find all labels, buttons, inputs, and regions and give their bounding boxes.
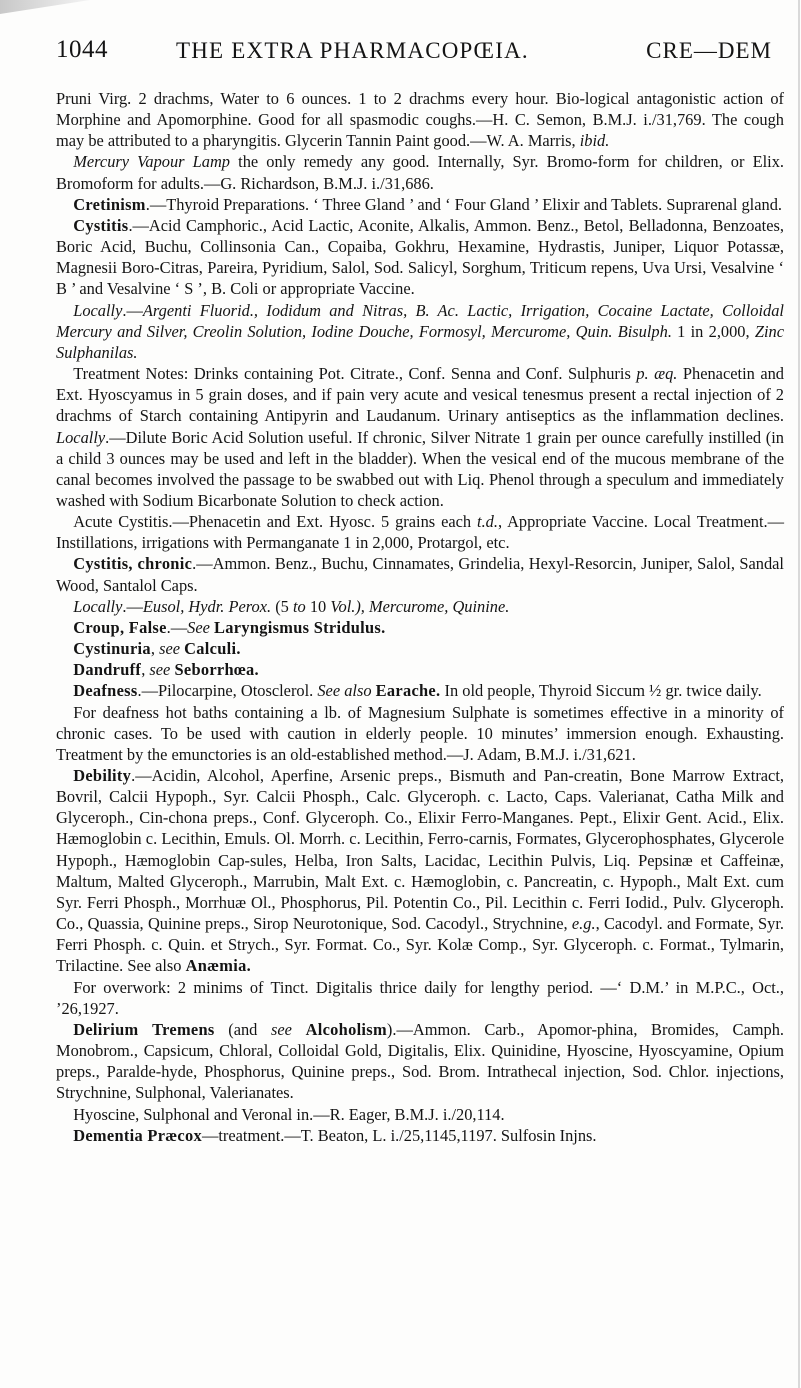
italic-text: e.g.	[571, 914, 596, 934]
body-text: ,	[150, 639, 160, 659]
paragraph-p1	[56, 151, 784, 193]
entry-heading: Deafness	[73, 681, 138, 701]
paragraph-p6	[56, 511, 784, 553]
paragraph-p7	[56, 553, 784, 595]
body-text: .—	[166, 617, 188, 637]
body-text: 1 in 2,000,	[671, 321, 755, 341]
paragraph-p13	[56, 702, 784, 765]
italic-text: p. æq.	[636, 364, 678, 384]
italic-text: ibid.	[579, 131, 610, 151]
paragraph-p4	[56, 300, 784, 363]
body-text: For deafness hot baths containing a lb. of Magnesium Sulphate is sometimes effective in a minority of chronic cases. To be used with caution in elderly people. 10 minutes’ immersion enough. Exhausting. Treatment by the emunctories is an old-established method.—J. Adam, B.M.J. i./31,621.	[56, 702, 784, 764]
entry-heading: Cretinism	[73, 194, 146, 214]
entry-heading: Cystitis	[73, 215, 129, 235]
paragraph-p9	[56, 617, 784, 638]
paragraph-p17	[56, 1104, 784, 1125]
italic-text: Argenti Fluorid., Iodidum and Nitras, B. Ac. Lactic, Irrigation, Cocaine Lactate, Colloidal Mercury and Silver, Creolin Solution, Iodine Douche, Formosyl, Mercurome, Quin. Bisulph.	[56, 300, 784, 341]
running-header	[56, 36, 786, 70]
page-body	[56, 88, 784, 1146]
entry-heading: Croup, False	[73, 617, 167, 637]
paragraph-p0	[56, 88, 784, 151]
body-text: .—Dilute Boric Acid Solution useful. If chronic, Silver Nitrate 1 grain per ounce carefully instilled (in a child 3 ounces may be used and left in the bladder). When the vesical end of the mucous membrane of the canal becomes involved the passage to be swabbed out with Liq. Phenol through a speculum and immediately washed with Sodium Bicarbonate Solution to check action.	[56, 427, 784, 510]
italic-text: Eusol, Hydr. Perox.	[142, 596, 272, 616]
entry-heading: Alcoholism	[305, 1019, 387, 1039]
paragraph-p10	[56, 638, 784, 659]
italic-text: see	[149, 660, 171, 680]
page-corner-shadow	[0, 0, 90, 14]
italic-text: Mercury Vapour Lamp	[73, 152, 231, 172]
paragraph-p11	[56, 659, 784, 680]
body-text: .—	[122, 596, 143, 616]
paragraph-p12	[56, 680, 784, 701]
body-text: .—Acid Camphoric., Acid Lactic, Aconite, Alkalis, Ammon. Benz., Betol, Belladonna, Benzoates, Boric Acid, Buchu, Collinsonia Can., Copaiba, Gokhru, Hexamine, Hydrastis, Juniper, Liquor Potassæ, Magnesii Boro-Citras, Pareira, Pyridium, Salol, Sod. Salicyl, Sorghum, Triticum repens, Uva Ursi, Vesalvine ‘ B ’ and Vesalvine ‘ S ’, B. Coli or appropriate Vaccine.	[56, 215, 784, 299]
entry-heading: Laryngismus Stridulus.	[214, 617, 386, 637]
italic-text: Vol.), Mercurome, Quinine.	[330, 596, 510, 616]
body-text: Pruni Virg. 2 drachms, Water to 6 ounces. 1 to 2 drachms every hour. Bio-logical antagonistic action of Morphine and Apomorphine. Good for all spasmodic coughs.—H. C. Semon, B.M.J. i./31,769. The cough may be attributed to a pharyngitis. Glycerin Tannin Paint good.—W. A. Marris,	[56, 89, 784, 151]
entry-heading: Delirium Tremens	[73, 1019, 215, 1039]
entry-heading: Anæmia.	[185, 956, 251, 976]
italic-text: to	[292, 596, 306, 616]
paragraph-p5	[56, 363, 784, 511]
page-number: 1044	[56, 36, 108, 63]
entry-heading: Dementia Præcox	[73, 1125, 202, 1145]
entry-heading: Cystinuria	[73, 639, 151, 659]
section-range: CRE—DEM	[646, 38, 772, 63]
body-text: (5	[271, 596, 293, 616]
body-text: .—Pilocarpine, Otosclerol.	[137, 681, 318, 701]
italic-text: Locally	[73, 596, 123, 616]
body-text: .—Thyroid Preparations. ‘ Three Gland ’ and ‘ Four Gland ’ Elixir and Tablets. Suprarenal gland.	[145, 194, 782, 214]
body-text: Acute Cystitis.—Phenacetin and Ext. Hyosc. 5 grains each	[73, 512, 478, 532]
italic-text: see	[159, 639, 181, 659]
italic-text: See	[187, 617, 210, 637]
body-text: Hyoscine, Sulphonal and Veronal in.—R. Eager, B.M.J. i./20,114.	[73, 1104, 505, 1124]
italic-text: see	[271, 1019, 292, 1039]
italic-text: Zinc Sulphanilas.	[56, 321, 784, 362]
body-text: —treatment.—T. Beaton, L. i./25,1145,1197. Sulfosin Injns.	[201, 1125, 597, 1145]
italic-text: t.d.	[477, 512, 498, 532]
body-text: .—	[122, 300, 143, 320]
paragraph-p2	[56, 194, 784, 215]
paragraph-p3	[56, 215, 784, 300]
paragraph-p8	[56, 596, 784, 617]
entry-heading: Earache.	[375, 681, 441, 701]
running-title: THE EXTRA PHARMACOPŒIA.	[176, 38, 529, 63]
body-text: , Cacodyl. and Formate, Syr. Ferri Phosph. c. Quin. et Strych., Syr. Format. Co., Syr. Kolæ Comp., Syr. Glyceroph. c. Format., Tylmarin, Trilactine. See also	[56, 914, 784, 976]
entry-heading: Debility	[73, 766, 132, 785]
body-text: .—Acidin, Alcohol, Aperfine, Arsenic preps., Bismuth and Pan-creatin, Bone Marrow Extract, Bovril, Calcii Hypoph., Syr. Calcii Phosph., Calc. Glyceroph. c. Lacto, Caps. Valerianat, Catha Milk and Glyceroph., Cin-chona preps., Conf. Glyceroph. Co., Elixir Ferro-Manganes. Pept., Elixir Gent. Acid., Elix. Hæmoglobin c. Lecithin, Emuls. Ol. Morrh. c. Lecithin, Ferro-carnis, Formates, Glycerophosphates, Glycerole Hypoph., Hæmoglobin Cap-sules, Helba, Iron Salts, Lacidac, Lecithin Pulvis, Liq. Pepsinæ et Caffeinæ, Maltum, Malted Glyceroph., Marrubin, Malt Ext. c. Hæmoglobin, c. Pancreatin, c. Hypoph., Malt Ext. cum Syr. Ferri Phosph., Morrhuæ Ol., Phosphorus, Pil. Potentin Co., Pil. Lecithin c. Ferri Iodid., Pulv. Glyceroph. Co., Quassia, Quinine preps., Sirop Neurotonique, Sod. Cacodyl., Strychnine,	[56, 766, 784, 934]
entry-heading: Cystitis, chronic	[73, 554, 193, 574]
body-text: Treatment Notes: Drinks containing Pot. Citrate., Conf. Senna and Conf. Sulphuris	[73, 364, 637, 384]
paragraph-p18	[56, 1125, 784, 1146]
paragraph-p14	[56, 765, 784, 977]
body-text: the only remedy any good. Internally, Syr. Bromo-form for children, or Elix. Bromoform for adults.—G. Richardson, B.M.J. i./31,686.	[56, 152, 784, 193]
page-edge	[798, 0, 800, 1388]
body-text: .—Ammon. Benz., Buchu, Cinnamates, Grindelia, Hexyl-Resorcin, Juniper, Salol, Sandal Wood, Santalol Caps.	[56, 554, 784, 595]
paragraph-p15	[56, 977, 784, 1019]
body-text: For overwork: 2 minims of Tinct. Digitalis thrice daily for lengthy period. —‘ D.M.’ in M.P.C., Oct., ’26,1927.	[56, 977, 784, 1018]
italic-text: See also	[317, 681, 372, 701]
body-text: (and	[214, 1019, 272, 1039]
entry-heading: Dandruff	[73, 660, 142, 680]
body-text: , Appropriate Vaccine. Local Treatment.—Instillations, irrigations with Permanganate 1 in 2,000, Protargol, etc.	[56, 512, 784, 553]
entry-heading: Calculi.	[184, 639, 241, 659]
body-text: ).—Ammon. Carb., Apomor-phina, Bromides, Camph. Monobrom., Capsicum, Chloral, Colloidal Gold, Digitalis, Elix. Quinidine, Hyoscine, Hyoscyamine, Opium preps., Paralde-hyde, Phosphorus, Quinine preps., Sod. Brom. Intrathecal injection, Sod. Chlor. injections, Strychnine, Sulphonal, Valerianates.	[56, 1019, 784, 1103]
body-text: In old people, Thyroid Siccum ½ gr. twice daily.	[440, 681, 762, 701]
italic-text: Locally	[73, 300, 123, 320]
italic-text: Locally	[56, 427, 106, 447]
body-text: ,	[141, 660, 150, 680]
body-text: Phenacetin and Ext. Hyoscyamus in 5 grain doses, and if pain very acute and vesical tenesmus present a rectal injection of 2 drachms of Starch containing Antipyrin and Laudanum. Urinary antiseptics as the inflammation declines.	[56, 364, 784, 426]
entry-heading: Seborrhœa.	[174, 660, 259, 680]
body-text	[292, 1020, 306, 1039]
paragraph-p16	[56, 1019, 784, 1104]
body-text: 10	[305, 596, 331, 616]
